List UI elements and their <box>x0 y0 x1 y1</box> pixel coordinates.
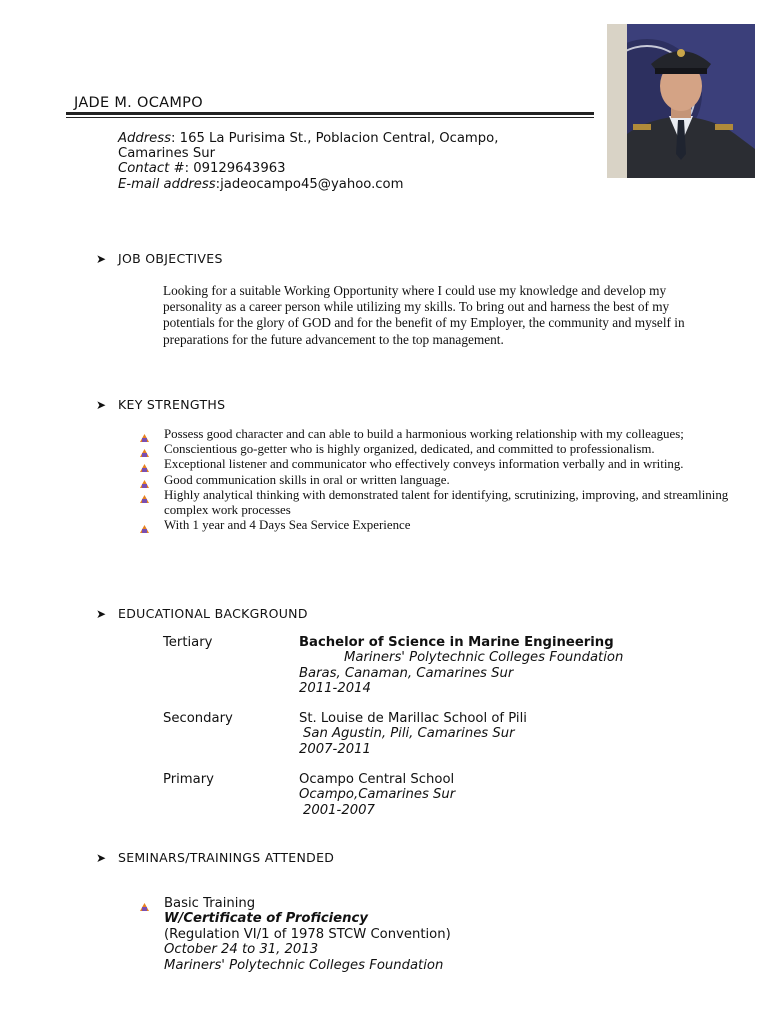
edu-level-secondary: Secondary <box>163 711 233 726</box>
training-certificate: W/Certificate of Proficiency <box>164 911 368 927</box>
edu-school: St. Louise de Marillac School of Pili <box>299 711 527 726</box>
strengths-list <box>140 427 740 533</box>
training-institution: Mariners' Polytechnic Colleges Foundation <box>164 957 444 973</box>
arrow-right-icon: ➤ <box>96 851 107 865</box>
arrow-right-icon: ➤ <box>96 398 107 412</box>
section-title: SEMINARS/TRAININGS ATTENDED <box>118 850 335 865</box>
training-dates: October 24 to 31, 2013 <box>164 942 319 958</box>
edu-level-tertiary: Tertiary <box>163 635 213 650</box>
section-title: JOB OBJECTIVES <box>118 251 223 266</box>
header-rule-thin <box>66 117 594 118</box>
bullet-icon <box>140 477 149 485</box>
edu-school: Ocampo Central School <box>299 772 455 787</box>
list-item: With 1 year and 4 Days Sea Service Experience <box>140 518 740 533</box>
edu-years: 2011-2014 <box>299 681 371 697</box>
edu-entry-secondary <box>299 711 527 757</box>
phone-line <box>118 161 286 176</box>
list-item: Good communication skills in oral or written language. <box>140 473 740 488</box>
applicant-name: JADE M. OCAMPO <box>74 95 203 111</box>
section-seminars <box>96 850 334 865</box>
bullet-icon <box>140 446 149 454</box>
bullet-icon <box>140 461 149 469</box>
objective-paragraph: Looking for a suitable Working Opportunity where I could use my knowledge and develop my personality as a career person while utilizing my skills. To bring out and harness the best of my potentials for the glory of GOD and for the benefit of my Employer, the community and myself in preparations for the future advancement to the top management. <box>163 283 685 347</box>
id-photo <box>607 24 755 178</box>
address-line <box>118 131 498 146</box>
training-entry <box>140 896 451 973</box>
list-item: Exceptional listener and communicator who effectively conveys information verbally and in writing. <box>140 457 740 472</box>
section-title: KEY STRENGTHS <box>118 397 226 412</box>
edu-entry-tertiary <box>299 635 623 697</box>
section-job-objectives <box>96 251 223 266</box>
address-line-2: Camarines Sur <box>118 146 215 161</box>
arrow-right-icon: ➤ <box>96 252 107 266</box>
edu-years: 2001-2007 <box>303 802 375 818</box>
training-title: Basic Training <box>164 896 256 911</box>
bullet-icon <box>140 431 149 439</box>
edu-school: Mariners' Polytechnic Colleges Foundation <box>344 650 624 666</box>
email-line <box>118 177 403 192</box>
bullet-icon <box>140 900 149 908</box>
section-education <box>96 606 308 621</box>
edu-degree: Bachelor of Science in Marine Engineering <box>299 635 614 650</box>
list-item: Possess good character and can able to build a harmonious working relationship with my colleagues; <box>140 427 740 442</box>
arrow-right-icon: ➤ <box>96 607 107 621</box>
edu-location: San Agustin, Pili, Camarines Sur <box>303 726 515 742</box>
header-rule-thick <box>66 112 594 115</box>
email-value: :jadeocampo45@yahoo.com <box>215 177 404 192</box>
phone-label: Contact # <box>118 161 185 176</box>
edu-years: 2007-2011 <box>299 741 371 757</box>
edu-location: Baras, Canaman, Camarines Sur <box>299 665 514 681</box>
training-regulation: (Regulation VI/1 of 1978 STCW Convention) <box>164 926 451 942</box>
list-item: Highly analytical thinking with demonstrated talent for identifying, scrutinizing, improving, and streamlining complex work processes <box>140 488 740 518</box>
address-label: Address <box>118 131 172 146</box>
address-value: : 165 La Purisima St., Poblacion Central, Ocampo, <box>171 131 499 146</box>
bullet-icon <box>140 522 149 530</box>
email-label: E-mail address <box>118 177 216 192</box>
edu-location: Ocampo,Camarines Sur <box>299 787 456 803</box>
list-item: Conscientious go-getter who is highly organized, dedicated, and committed to professionalism. <box>140 442 740 457</box>
section-key-strengths <box>96 397 225 412</box>
phone-value: : 09129643963 <box>184 161 286 176</box>
edu-level-primary: Primary <box>163 772 214 787</box>
edu-entry-primary <box>299 772 455 818</box>
section-title: EDUCATIONAL BACKGROUND <box>118 606 308 621</box>
bullet-icon <box>140 492 149 500</box>
